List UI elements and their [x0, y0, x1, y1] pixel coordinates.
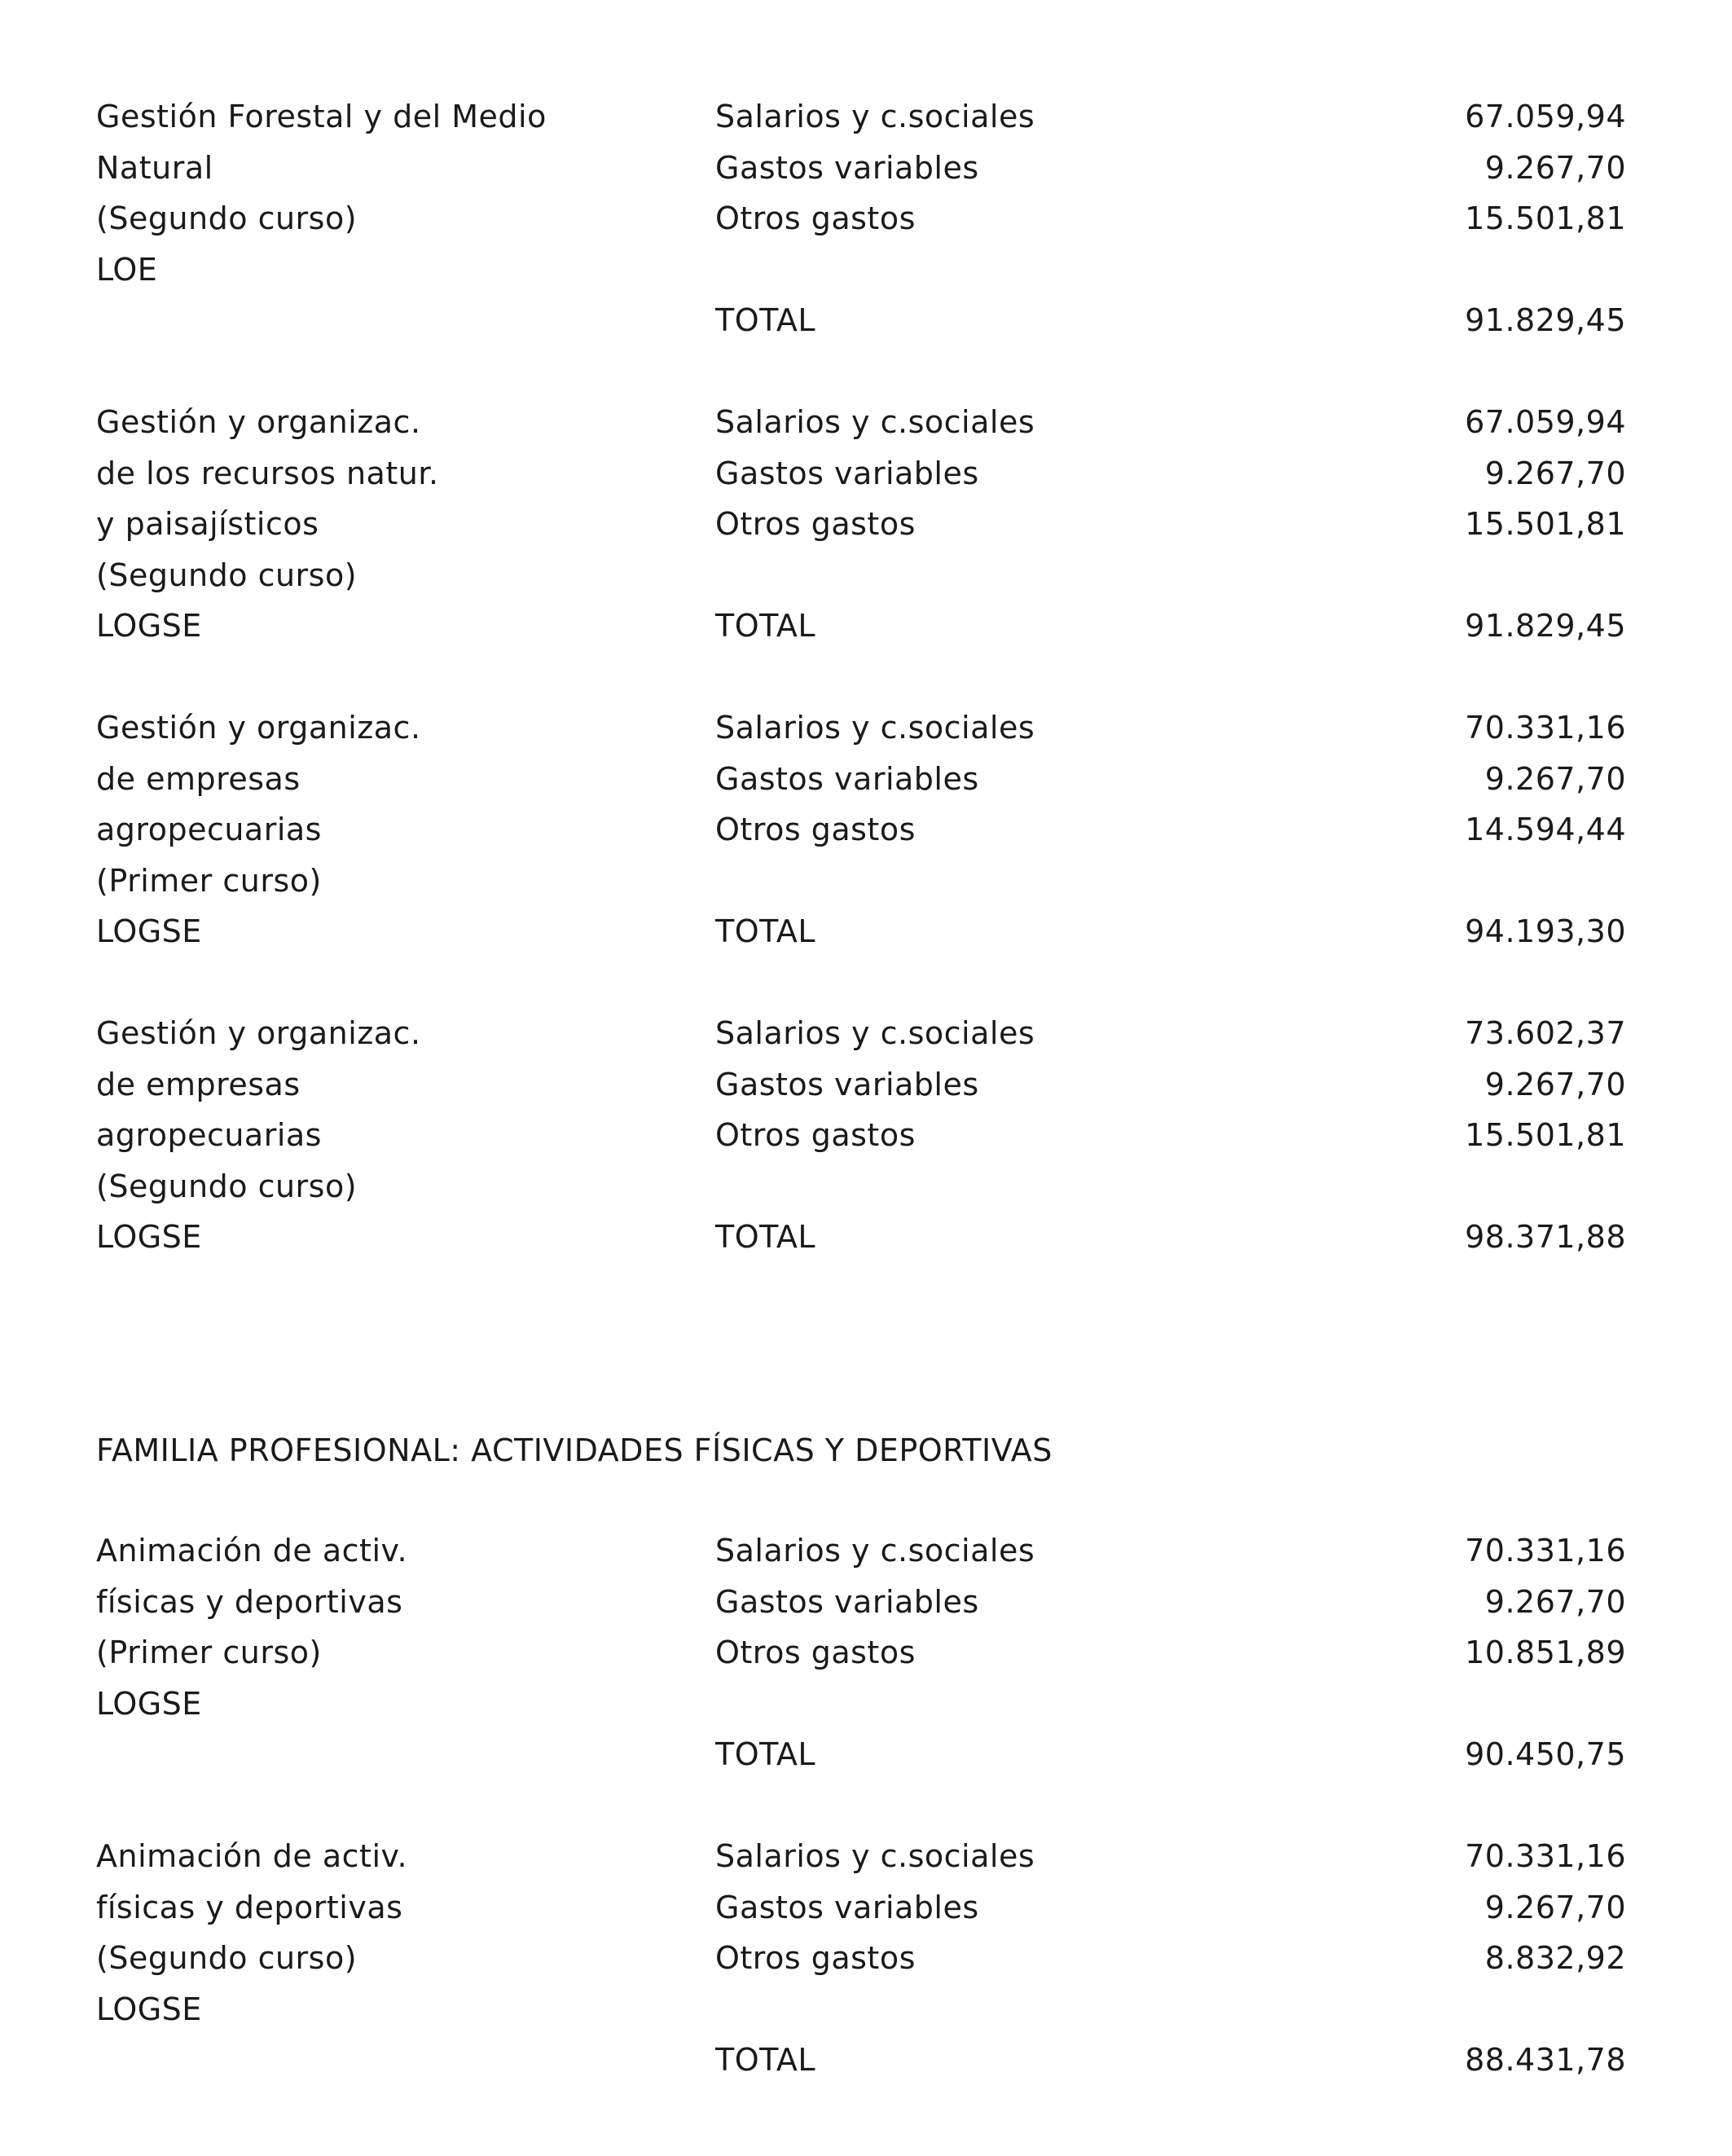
total-label: TOTAL [715, 1219, 816, 1255]
total-label: TOTAL [715, 608, 816, 644]
program-title-line: LOGSE [96, 608, 202, 644]
cost-item-value: 15.501,81 [1465, 200, 1626, 236]
cost-item-label: Otros gastos [715, 200, 916, 236]
cost-item-label: Gastos variables [715, 1583, 979, 1620]
cost-item-value: 67.059,94 [1465, 99, 1626, 134]
program-title-line: LOE [96, 251, 158, 288]
program-title-line: Gestión y organizac. [96, 1015, 421, 1051]
cost-item-label: Gastos variables [715, 149, 979, 186]
program-title-line: de empresas [96, 760, 301, 797]
cost-item-value: 14.594,44 [1465, 812, 1626, 847]
total-value: 90.450,75 [1465, 1736, 1626, 1772]
cost-item-value: 67.059,94 [1465, 404, 1626, 440]
program-title-line: Natural [96, 149, 213, 186]
program-title-line: Gestión y organizac. [96, 404, 421, 440]
program-title-line: (Primer curso) [96, 862, 322, 899]
cost-item-value: 15.501,81 [1465, 1117, 1626, 1153]
program-title-line: físicas y deportivas [96, 1583, 403, 1620]
cost-item-label: Otros gastos [715, 812, 916, 847]
cost-item-value: 9.267,70 [1484, 1583, 1626, 1620]
cost-item-value: 9.267,70 [1484, 149, 1626, 186]
cost-item-value: 9.267,70 [1484, 760, 1626, 797]
cost-item-label: Gastos variables [715, 1889, 979, 1925]
cost-item-label: Otros gastos [715, 506, 916, 542]
program-title-line: (Segundo curso) [96, 1940, 358, 1976]
cost-item-value: 9.267,70 [1484, 1889, 1626, 1925]
program-title-line: LOGSE [96, 1219, 202, 1255]
cost-item-label: Salarios y c.sociales [715, 1533, 1035, 1569]
total-label: TOTAL [715, 1736, 816, 1772]
total-value: 91.829,45 [1465, 302, 1626, 338]
cost-item-label: Gastos variables [715, 455, 979, 491]
family-heading: FAMILIA PROFESIONAL: ACTIVIDADES FÍSICAS Y DEPORTIVAS [96, 1432, 1053, 1468]
total-label: TOTAL [715, 913, 816, 949]
cost-item-value: 70.331,16 [1465, 710, 1626, 746]
program-title-line: de los recursos natur. [96, 455, 439, 491]
program-title-line: de empresas [96, 1066, 301, 1102]
program-title-line: Gestión y organizac. [96, 710, 421, 746]
total-value: 98.371,88 [1465, 1219, 1626, 1255]
cost-item-label: Salarios y c.sociales [715, 1838, 1035, 1874]
cost-item-value: 70.331,16 [1465, 1838, 1626, 1874]
program-title-line: agropecuarias [96, 1117, 322, 1153]
total-value: 88.431,78 [1465, 2042, 1626, 2078]
cost-item-label: Otros gastos [715, 1635, 916, 1670]
cost-item-value: 10.851,89 [1465, 1635, 1626, 1670]
cost-item-label: Otros gastos [715, 1940, 916, 1976]
cost-item-value: 15.501,81 [1465, 506, 1626, 542]
cost-item-label: Salarios y c.sociales [715, 99, 1035, 134]
program-title-line: LOGSE [96, 1685, 202, 1722]
cost-item-value: 9.267,70 [1484, 455, 1626, 491]
cost-item-label: Salarios y c.sociales [715, 710, 1035, 746]
program-title-line: (Segundo curso) [96, 1168, 358, 1204]
program-title-line: (Segundo curso) [96, 200, 358, 236]
program-title-line: Animación de activ. [96, 1838, 408, 1874]
cost-item-label: Salarios y c.sociales [715, 1015, 1035, 1051]
cost-item-value: 9.267,70 [1484, 1066, 1626, 1102]
cost-item-label: Gastos variables [715, 760, 979, 797]
program-title-line: y paisajísticos [96, 506, 319, 542]
program-title-line: agropecuarias [96, 812, 322, 847]
program-title-line: (Primer curso) [96, 1635, 322, 1670]
program-title-line: LOGSE [96, 1991, 202, 2027]
total-value: 91.829,45 [1465, 608, 1626, 644]
program-title-line: Animación de activ. [96, 1533, 408, 1569]
cost-item-value: 70.331,16 [1465, 1533, 1626, 1569]
program-title-line: físicas y deportivas [96, 1889, 403, 1925]
total-label: TOTAL [715, 302, 816, 338]
program-title-line: Gestión Forestal y del Medio [96, 99, 547, 134]
cost-item-value: 73.602,37 [1465, 1015, 1626, 1051]
cost-item-label: Gastos variables [715, 1066, 979, 1102]
total-label: TOTAL [715, 2042, 816, 2078]
total-value: 94.193,30 [1465, 913, 1626, 949]
cost-item-value: 8.832,92 [1484, 1940, 1626, 1976]
program-title-line: LOGSE [96, 913, 202, 949]
cost-item-label: Salarios y c.sociales [715, 404, 1035, 440]
program-title-line: (Segundo curso) [96, 557, 358, 593]
cost-item-label: Otros gastos [715, 1117, 916, 1153]
